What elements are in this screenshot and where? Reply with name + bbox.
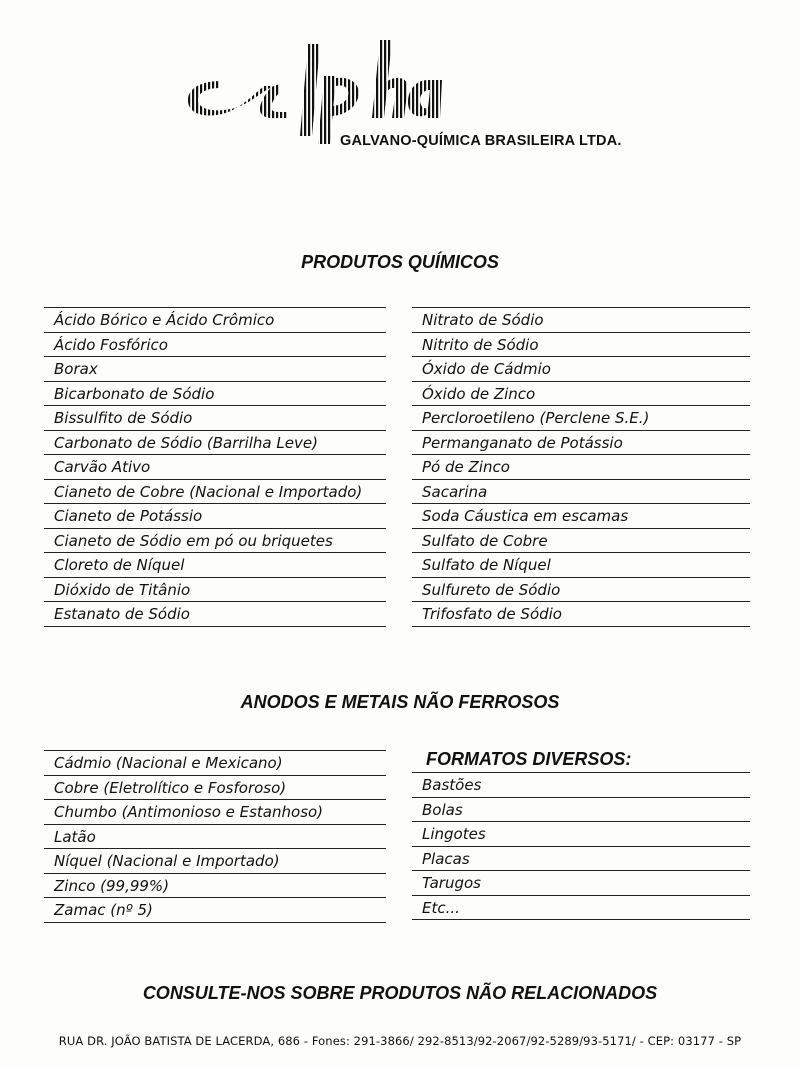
list-item: Cianeto de Sódio em pó ou briquetes xyxy=(44,529,386,554)
list-item: Estanato de Sódio xyxy=(44,602,386,627)
list-item: Óxido de Zinco xyxy=(412,382,750,407)
list-item: Zamac (nº 5) xyxy=(44,898,386,923)
list-item: Carbonato de Sódio (Barrilha Leve) xyxy=(44,431,386,456)
list-item: Etc... xyxy=(412,896,750,921)
list-item: Permanganato de Potássio xyxy=(412,431,750,456)
list-item: Cloreto de Níquel xyxy=(44,553,386,578)
footer-address: RUA DR. JOÃO BATISTA DE LACERDA, 686 - Fones: 291-3866/ 292-8513/92-2067/92-5289/93-5171/ - CEP: 03177 - SP xyxy=(58,1034,742,1048)
section-title-produtos: PRODUTOS QUÍMICOS xyxy=(301,252,499,272)
section-title-anodos: ANODOS E METAIS NÃO FERROSOS xyxy=(240,692,560,712)
produtos-right-list xyxy=(412,307,750,627)
list-item: Tarugos xyxy=(412,871,750,896)
list-item: Pó de Zinco xyxy=(412,455,750,480)
list-item: Carvão Ativo xyxy=(44,455,386,480)
list-item: Níquel (Nacional e Importado) xyxy=(44,849,386,874)
list-item: Cádmio (Nacional e Mexicano) xyxy=(44,751,386,776)
list-item: Placas xyxy=(412,847,750,872)
list-item: Soda Cáustica em escamas xyxy=(412,504,750,529)
list-item: Sulfato de Níquel xyxy=(412,553,750,578)
formatos-list xyxy=(412,748,750,920)
list-item: Sulfato de Cobre xyxy=(412,529,750,554)
list-item: Bicarbonato de Sódio xyxy=(44,382,386,407)
list-item: Percloroetileno (Perclene S.E.) xyxy=(412,406,750,431)
produtos-left-list xyxy=(44,307,386,627)
list-item: Bissulfito de Sódio xyxy=(44,406,386,431)
list-item: Latão xyxy=(44,825,386,850)
list-item: Cianeto de Potássio xyxy=(44,504,386,529)
list-item: Chumbo (Antimonioso e Estanhoso) xyxy=(44,800,386,825)
list-item: Trifosfato de Sódio xyxy=(412,602,750,627)
list-item: Nitrato de Sódio xyxy=(412,308,750,333)
list-item: Zinco (99,99%) xyxy=(44,874,386,899)
list-item: Bolas xyxy=(412,798,750,823)
list-item: Óxido de Cádmio xyxy=(412,357,750,382)
list-item: Borax xyxy=(44,357,386,382)
list-item: Sacarina xyxy=(412,480,750,505)
list-item: Bastões xyxy=(412,773,750,798)
list-item: Ácido Bórico e Ácido Crômico xyxy=(44,308,386,333)
consulte-heading: CONSULTE-NOS SOBRE PRODUTOS NÃO RELACIONADOS xyxy=(142,983,658,1003)
list-item: Cobre (Eletrolítico e Fosforoso) xyxy=(44,776,386,801)
company-name: GALVANO-QUÍMICA BRASILEIRA LTDA. xyxy=(340,133,622,149)
list-item: Cianeto de Cobre (Nacional e Importado) xyxy=(44,480,386,505)
anodos-left-list xyxy=(44,750,386,923)
list-item: Lingotes xyxy=(412,822,750,847)
formatos-title: FORMATOS DIVERSOS: xyxy=(412,748,750,773)
list-item: Ácido Fosfórico xyxy=(44,333,386,358)
list-item: Sulfureto de Sódio xyxy=(412,578,750,603)
list-item: Dióxido de Titânio xyxy=(44,578,386,603)
list-item: Nitrito de Sódio xyxy=(412,333,750,358)
